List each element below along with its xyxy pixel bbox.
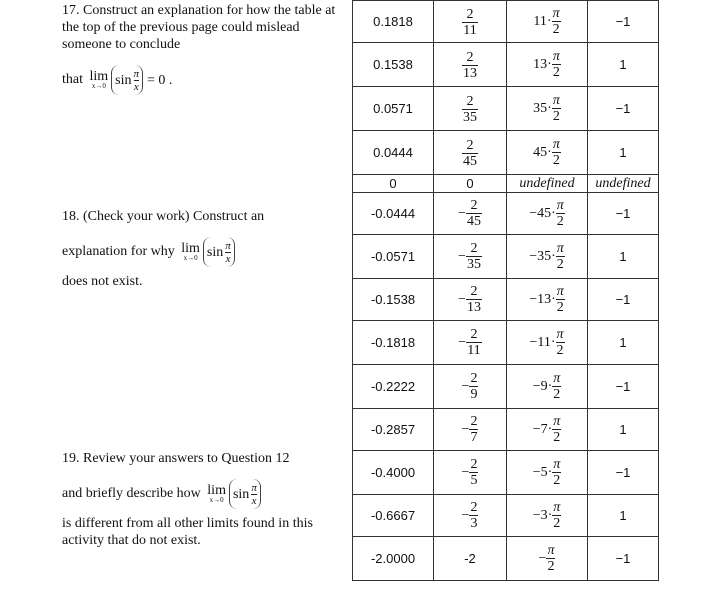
angle-expression xyxy=(533,371,562,402)
angle-expression xyxy=(539,543,556,574)
x-value-cell xyxy=(353,321,434,365)
question-text: is different from all other limits found in this activity that do not exist. xyxy=(62,516,313,548)
fraction-denominator: 3 xyxy=(470,516,478,531)
fraction-numerator: π xyxy=(553,414,561,429)
sine-value: −1 xyxy=(615,379,631,394)
angle-coefficient: 3 xyxy=(540,507,548,523)
sine-value-cell xyxy=(588,43,659,87)
fraction-numerator: π xyxy=(556,198,564,213)
sine-value: −1 xyxy=(615,206,631,221)
fraction xyxy=(466,241,482,272)
fraction xyxy=(469,457,478,488)
x-value: 0.1538 xyxy=(373,57,413,72)
fraction-numerator: 2 xyxy=(470,198,478,213)
angle-coefficient: 45 xyxy=(533,144,548,160)
frac-numerator: π xyxy=(225,239,231,252)
angle-coefficient: 9 xyxy=(540,378,548,394)
minus-sign: − xyxy=(458,291,466,307)
limit-expression xyxy=(181,237,235,267)
angle-expression xyxy=(533,49,561,80)
sine-value-cell xyxy=(588,537,659,581)
fraction-denominator: 13 xyxy=(463,65,477,81)
angle-expression xyxy=(529,198,565,229)
fraction-expression xyxy=(462,457,479,488)
minus-sign: − xyxy=(529,291,538,307)
frac-denominator: x xyxy=(225,252,231,265)
angle-cell xyxy=(507,365,588,409)
minus-sign: − xyxy=(529,205,538,221)
pi-over-two xyxy=(552,93,561,124)
fraction-numerator: 2 xyxy=(470,414,478,429)
sine-value: undefined xyxy=(595,176,651,191)
fraction-cell xyxy=(434,193,507,235)
fraction-denominator: 5 xyxy=(470,473,478,488)
fraction-expression xyxy=(462,50,478,81)
fraction-numerator: π xyxy=(553,457,561,472)
undefined-text: undefined xyxy=(519,176,575,191)
fraction-numerator: 2 xyxy=(466,93,474,109)
sine-value-cell xyxy=(588,235,659,279)
fraction-numerator: 2 xyxy=(466,49,474,65)
fraction-numerator: 2 xyxy=(470,284,478,299)
x-value: -0.1818 xyxy=(370,335,416,350)
question-number: 17. xyxy=(62,3,80,18)
angle-coefficient: 7 xyxy=(540,421,548,437)
question-18 xyxy=(62,208,342,290)
fraction-expression xyxy=(458,284,482,315)
fraction-numerator: π xyxy=(556,284,564,299)
minus-sign: − xyxy=(461,507,470,523)
sine-value-cell xyxy=(588,131,659,175)
fraction-expression xyxy=(462,500,479,531)
pi-over-two xyxy=(556,198,565,229)
frac-numerator: π xyxy=(133,67,140,80)
fraction-numerator: 2 xyxy=(466,137,474,153)
fraction-cell xyxy=(434,495,507,537)
fraction-expression xyxy=(462,138,478,169)
x-value-cell xyxy=(353,175,434,193)
x-value-cell xyxy=(353,131,434,175)
angle-expression xyxy=(533,6,560,37)
question-text: Review your answers to Question 12 xyxy=(83,451,290,466)
angle-expression xyxy=(529,327,564,358)
dot-operator: · xyxy=(547,100,552,116)
sine-value-cell xyxy=(588,1,659,43)
fraction-plain: -2 xyxy=(464,551,476,566)
angle-coefficient: 45 xyxy=(537,205,552,221)
x-value-cell xyxy=(353,279,434,321)
minus-sign: − xyxy=(458,205,466,221)
table-row xyxy=(353,321,659,365)
question-text: explanation for why xyxy=(62,244,175,260)
fraction-cell xyxy=(434,321,507,365)
angle-cell xyxy=(507,175,588,193)
dot-operator: · xyxy=(551,248,556,264)
x-value: -2.0000 xyxy=(370,551,416,566)
fraction-numerator: 2 xyxy=(470,241,478,256)
fraction-numerator: π xyxy=(547,543,555,558)
sine-value: 1 xyxy=(619,508,627,523)
fraction xyxy=(462,138,478,169)
angle-cell xyxy=(507,43,588,87)
fraction-cell xyxy=(434,175,507,193)
frac-denominator: x xyxy=(133,80,139,93)
sine-value-cell xyxy=(588,193,659,235)
fraction xyxy=(466,327,481,358)
sine-value-cell xyxy=(588,409,659,451)
sine-value: 1 xyxy=(619,145,627,160)
fraction-numerator: π xyxy=(553,371,561,386)
x-value-cell xyxy=(353,1,434,43)
frac-denominator: x xyxy=(251,494,257,507)
question-text: does not exist. xyxy=(62,274,143,289)
fraction-cell xyxy=(434,451,507,495)
limit-subscript: x→0 xyxy=(209,495,224,504)
question-number: 18. xyxy=(62,209,80,224)
fraction-cell xyxy=(434,365,507,409)
fraction-denominator: 35 xyxy=(466,257,481,272)
minus-sign: − xyxy=(458,334,467,350)
fraction-denominator: 11 xyxy=(467,343,481,358)
dot-operator: · xyxy=(551,291,556,307)
dot-operator: · xyxy=(547,56,552,72)
angle-coefficient: 11 xyxy=(533,13,547,29)
fraction xyxy=(469,371,478,402)
sine-value: 1 xyxy=(619,335,627,350)
question-text: and briefly describe how xyxy=(62,486,201,502)
sine-value: −1 xyxy=(615,101,631,116)
x-value: 0.1818 xyxy=(373,14,413,29)
fraction-cell xyxy=(434,279,507,321)
limit-subscript: x→0 xyxy=(183,253,198,262)
minus-sign: − xyxy=(529,334,538,350)
x-value: 0 xyxy=(389,176,397,191)
fraction-denominator: 2 xyxy=(552,153,560,168)
x-value-cell xyxy=(353,537,434,581)
pi-over-two xyxy=(556,327,565,358)
table-row xyxy=(353,279,659,321)
pi-over-two xyxy=(556,241,565,272)
sine-value: 1 xyxy=(619,422,627,437)
angle-cell xyxy=(507,131,588,175)
dot-operator: · xyxy=(547,144,552,160)
table-row xyxy=(353,175,659,193)
minus-sign: − xyxy=(532,507,541,523)
dot-operator: · xyxy=(551,205,556,221)
x-value-cell xyxy=(353,495,434,537)
fraction-denominator: 2 xyxy=(553,387,561,402)
angle-expression xyxy=(529,284,565,315)
fraction-denominator: 2 xyxy=(556,257,564,272)
minus-sign: − xyxy=(461,421,470,437)
limit-word: lim xyxy=(181,240,200,256)
sine-value-cell xyxy=(588,365,659,409)
fraction-cell xyxy=(434,43,507,87)
x-value: 0.0571 xyxy=(373,101,413,116)
limit-expression xyxy=(90,65,173,95)
pi-over-two xyxy=(552,137,561,168)
angle-expression xyxy=(533,414,562,445)
fraction-numerator: π xyxy=(552,93,560,108)
fraction-expression xyxy=(462,7,477,38)
sin-word: sin xyxy=(115,72,132,88)
angle-cell xyxy=(507,409,588,451)
fraction xyxy=(462,50,478,81)
angle-coefficient: 11 xyxy=(537,334,551,350)
angle-cell xyxy=(507,193,588,235)
frac-numerator: π xyxy=(251,481,257,494)
sine-value: −1 xyxy=(615,551,631,566)
sine-value: −1 xyxy=(615,292,631,307)
fraction xyxy=(469,414,478,445)
minus-sign: − xyxy=(461,464,470,480)
x-value-cell xyxy=(353,87,434,131)
x-value: -0.0444 xyxy=(370,206,416,221)
dot-operator: · xyxy=(547,421,553,437)
sine-value: −1 xyxy=(615,14,631,29)
question-text: Construct an explanation for how the table at the top of the previous page could mislead someone to conclude xyxy=(62,3,336,52)
fraction-expression xyxy=(458,241,482,272)
table-row xyxy=(353,235,659,279)
fraction-cell xyxy=(434,235,507,279)
fraction-denominator: 2 xyxy=(552,22,560,37)
x-value-cell xyxy=(353,235,434,279)
fraction-denominator: 2 xyxy=(553,473,561,488)
sine-value-cell xyxy=(588,321,659,365)
minus-sign: − xyxy=(461,378,470,394)
dot-operator: · xyxy=(550,334,556,350)
sine-value-cell xyxy=(588,279,659,321)
angle-cell xyxy=(507,87,588,131)
table-row xyxy=(353,365,659,409)
fraction-denominator: 2 xyxy=(552,65,560,80)
fraction-denominator: 2 xyxy=(547,559,555,574)
question-19 xyxy=(62,450,342,549)
angle-coefficient: 35 xyxy=(533,100,548,116)
x-value: -0.6667 xyxy=(370,508,416,523)
fraction-numerator: 2 xyxy=(466,6,474,22)
fraction-denominator: 2 xyxy=(556,300,564,315)
fraction-denominator: 2 xyxy=(552,109,560,124)
sine-value-cell xyxy=(588,87,659,131)
angle-expression xyxy=(529,241,565,272)
fraction-expression xyxy=(458,198,482,229)
fraction-denominator: 2 xyxy=(556,343,564,358)
pi-over-two xyxy=(552,500,561,531)
fraction xyxy=(469,500,478,531)
fraction-numerator: π xyxy=(553,500,561,515)
pi-over-two xyxy=(552,49,561,80)
table-row xyxy=(353,409,659,451)
fraction-numerator: 2 xyxy=(470,371,478,386)
sine-value: 1 xyxy=(619,57,627,72)
fraction-expression xyxy=(462,94,478,125)
angle-cell xyxy=(507,235,588,279)
pi-over-two xyxy=(552,371,561,402)
x-value: -0.4000 xyxy=(370,465,416,480)
x-value-cell xyxy=(353,409,434,451)
angle-cell xyxy=(507,1,588,43)
fraction-expression xyxy=(462,414,479,445)
table-row xyxy=(353,495,659,537)
limit-subscript: x→0 xyxy=(91,81,106,90)
dot-operator: · xyxy=(547,464,553,480)
table-row xyxy=(353,131,659,175)
table-row xyxy=(353,87,659,131)
x-value-cell xyxy=(353,365,434,409)
fraction xyxy=(462,94,478,125)
sin-word: sin xyxy=(206,244,224,260)
pi-over-two xyxy=(552,414,561,445)
sine-value: −1 xyxy=(615,465,631,480)
angle-coefficient: 13 xyxy=(533,56,548,72)
fraction-denominator: 35 xyxy=(463,109,477,125)
fraction-cell xyxy=(434,87,507,131)
sine-value-cell xyxy=(588,175,659,193)
minus-sign: − xyxy=(532,464,541,480)
fraction-expression xyxy=(458,327,481,358)
dot-operator: · xyxy=(546,13,552,29)
fraction-plain: 0 xyxy=(466,176,474,191)
values-table xyxy=(352,0,659,581)
fraction-cell xyxy=(434,131,507,175)
table-row xyxy=(353,537,659,581)
fraction-cell xyxy=(434,1,507,43)
limit-tail: = 0 . xyxy=(147,72,173,88)
fraction-denominator: 9 xyxy=(470,387,478,402)
question-17 xyxy=(62,2,342,95)
minus-sign: − xyxy=(529,248,538,264)
angle-cell xyxy=(507,451,588,495)
angle-cell xyxy=(507,495,588,537)
angle-cell xyxy=(507,279,588,321)
angle-coefficient: 35 xyxy=(537,248,552,264)
dot-operator: · xyxy=(547,507,553,523)
limit-word: lim xyxy=(89,68,109,84)
fraction-denominator: 7 xyxy=(470,430,478,445)
angle-cell xyxy=(507,321,588,365)
pi-over-two xyxy=(552,457,561,488)
fraction-denominator: 2 xyxy=(553,516,561,531)
pi-over-two xyxy=(546,543,555,574)
x-value-cell xyxy=(353,193,434,235)
angle-expression xyxy=(533,457,562,488)
fraction-cell xyxy=(434,409,507,451)
limit-expression xyxy=(207,479,261,509)
dot-operator: · xyxy=(547,378,553,394)
minus-sign: − xyxy=(458,248,466,264)
pi-over-two xyxy=(556,284,565,315)
x-value: -0.2222 xyxy=(370,379,416,394)
x-value-cell xyxy=(353,43,434,87)
x-value-cell xyxy=(353,451,434,495)
fraction-numerator: 2 xyxy=(470,457,478,472)
fraction-denominator: 45 xyxy=(463,153,477,169)
x-value: -0.2857 xyxy=(370,422,416,437)
sine-value: 1 xyxy=(619,249,627,264)
fraction-numerator: π xyxy=(552,6,560,21)
minus-sign: − xyxy=(538,550,547,566)
fraction xyxy=(462,7,477,38)
sin-word: sin xyxy=(232,486,250,502)
question-text: that xyxy=(62,72,83,88)
table-row xyxy=(353,43,659,87)
x-value: -0.0571 xyxy=(370,249,416,264)
fraction-numerator: π xyxy=(556,327,564,342)
pi-over-two xyxy=(552,6,561,37)
fraction-numerator: π xyxy=(552,49,560,64)
angle-cell xyxy=(507,537,588,581)
minus-sign: − xyxy=(532,421,541,437)
question-number: 19. xyxy=(62,451,80,466)
fraction-denominator: 11 xyxy=(463,22,477,38)
fraction-numerator: 2 xyxy=(470,500,478,515)
angle-coefficient: 13 xyxy=(537,291,552,307)
table-row xyxy=(353,451,659,495)
fraction-cell xyxy=(434,537,507,581)
fraction-denominator: 2 xyxy=(553,430,561,445)
fraction xyxy=(466,198,482,229)
fraction-denominator: 45 xyxy=(466,214,481,229)
minus-sign: − xyxy=(532,378,541,394)
limit-word: lim xyxy=(207,482,226,498)
angle-expression xyxy=(533,137,561,168)
sine-value-cell xyxy=(588,451,659,495)
fraction-expression xyxy=(462,371,479,402)
fraction-numerator: 2 xyxy=(470,327,478,342)
fraction-denominator: 2 xyxy=(556,214,564,229)
x-value: 0.0444 xyxy=(373,145,413,160)
fraction-numerator: π xyxy=(556,241,564,256)
angle-coefficient: 5 xyxy=(540,464,548,480)
fraction-denominator: 13 xyxy=(466,300,481,315)
fraction xyxy=(466,284,482,315)
fraction-numerator: π xyxy=(552,137,560,152)
question-text: (Check your work) Construct an xyxy=(83,209,265,224)
x-value: -0.1538 xyxy=(370,292,416,307)
angle-expression xyxy=(533,93,561,124)
table-row xyxy=(353,1,659,43)
sine-value-cell xyxy=(588,495,659,537)
angle-expression xyxy=(533,500,562,531)
table-row xyxy=(353,193,659,235)
